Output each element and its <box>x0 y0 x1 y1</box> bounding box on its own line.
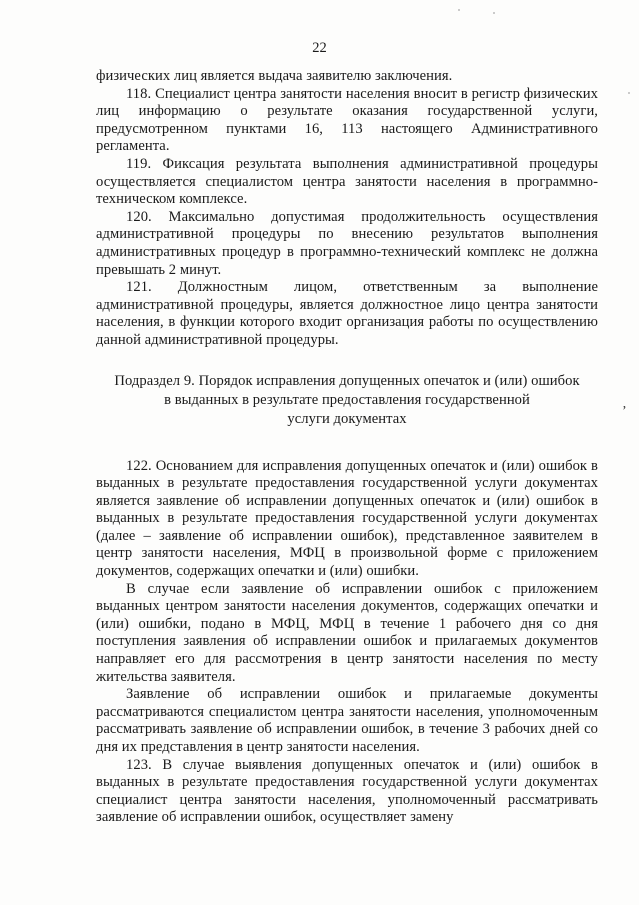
paragraph-continuation: физических лиц является выдача заявителю заключения. <box>96 68 453 84</box>
paragraph-122-mfc: В случае если заявление об исправлении ошибок с приложением выданных центром занятости населения документов, содержащих опечатки и (или) ошибки, подано в МФЦ, МФЦ в течение 1 рабочего дня со дня поступления заявления об исправлении ошибок и прилагаемых документов направляет его для рассмотрения в центр занятости населения по месту жительства заявителя. <box>96 580 598 685</box>
paragraph-123: 123. В случае выявления допущенных опечаток и (или) ошибок в выданных в результате предоставления государственной услуги документах специалист центра занятости населения, уполномоченный рассматривать заявление об исправлении ошибок, осуществляет замену <box>96 756 598 826</box>
paragraph-122-review: Заявление об исправлении ошибок и прилагаемые документы рассматриваются специалистом центра занятости населения, уполномоченным рассматривать заявление об исправлении ошибок, в течение 3 рабочих дней со дня их представления в центр занятости населения. <box>96 686 598 755</box>
paragraph-122: 122. Основанием для исправления допущенных опечаток и (или) ошибок в выданных в результате предоставления государственной услуги документах является заявление об исправлении допущенных опечаток и (или) ошибок в выданных в результате предоставления государственной услуги документах (далее – заявление об исправлении ошибок), представленное заявителем в центр занятости населения, МФЦ в произвольной форме с приложением документов, содержащих опечатки и (или) ошибки. <box>96 457 598 580</box>
paragraph-118: 118. Специалист центра занятости населения вносит в регистр физических лиц информацию о результате оказания государственной услуги, предусмотренном пунктами 16, 113 настоящего Административного регламента. <box>96 85 598 155</box>
page-number: 22 <box>312 40 327 56</box>
paragraph-120: 120. Максимально допустимая продолжительность осуществления административной процедуры по внесению результатов выполнения административных процедур в программно-технический комплекс не должна превышать 2 минут. <box>96 208 598 278</box>
document-body <box>96 68 598 827</box>
paragraphs-top <box>96 68 598 350</box>
margin-mark: ʼ <box>622 404 627 419</box>
scan-speck <box>493 12 495 14</box>
subsection-heading-line-1: Подраздел 9. Порядок исправления допущенных опечаток и (или) ошибок <box>114 372 580 389</box>
paragraphs-bottom <box>96 458 598 827</box>
subsection-heading-line-2: в выданных в результате предоставления государственной <box>164 391 530 408</box>
subsection-heading-line-3: услуги документах <box>287 410 407 427</box>
paragraph-119: 119. Фиксация результата выполнения административной процедуры осуществляется специалистом центра занятости населения в программно-техническом комплексе. <box>96 155 598 208</box>
subsection-heading <box>96 372 598 429</box>
scan-speck <box>458 9 460 11</box>
paragraph-121: 121. Должностным лицом, ответственным за выполнение административной процедуры, является должностное лицо центра занятости населения, в функции которого входит организация работы по осуществлению данной административной процедуры. <box>96 279 598 348</box>
scan-speck <box>628 92 630 94</box>
